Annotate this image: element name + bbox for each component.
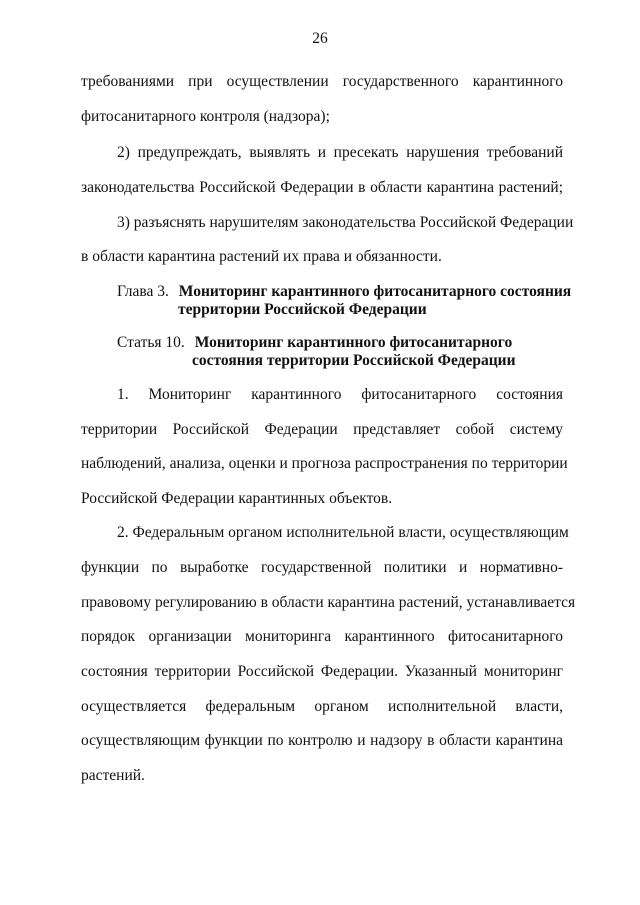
- article-label: Статья 10.: [117, 334, 185, 351]
- text-line: 2. Федеральным органом исполнительной власти, осуществляющим: [117, 524, 569, 541]
- text-line: растений.: [81, 767, 145, 784]
- article-title-line1: Мониторинг карантинного фитосанитарного: [194, 334, 513, 351]
- text-line: требованиями при осуществлении государственного карантинного: [81, 73, 563, 90]
- text-line: состояния территории Российской Федерации. Указанный мониторинг: [81, 663, 563, 680]
- text-line: осуществляющим функции по контролю и надзору в области карантина: [81, 732, 563, 749]
- chapter-label: Глава 3.: [117, 283, 169, 300]
- text-line: в области карантина растений их права и обязанности.: [81, 248, 442, 265]
- chapter-title-line1: Мониторинг карантинного фитосанитарного состояния: [178, 283, 572, 300]
- text-line: наблюдений, анализа, оценки и прогноза распространения по территории: [81, 455, 568, 472]
- page-number: 26: [312, 30, 328, 47]
- chapter-heading: [117, 283, 571, 301]
- article-title-line2: состояния территории Российской Федерации: [192, 352, 516, 369]
- text-line: 3) разъяснять нарушителям законодательства Российской Федерации: [117, 214, 574, 231]
- article-heading: [117, 334, 512, 352]
- text-line: осуществляется федеральным органом исполнительной власти,: [81, 698, 563, 715]
- text-line: 2) предупреждать, выявлять и пресекать нарушения требований: [117, 144, 563, 161]
- chapter-title-line2: территории Российской Федерации: [178, 301, 427, 318]
- text-line: фитосанитарного контроля (надзора);: [81, 108, 330, 125]
- text-line: порядок организации мониторинга карантинного фитосанитарного: [81, 628, 563, 645]
- text-line: территории Российской Федерации представляет собой системy: [81, 421, 563, 438]
- text-line: правовому регулированию в области карантина растений, устанавливается: [81, 594, 576, 611]
- text-line: Российской Федерации карантинных объектов.: [81, 490, 393, 507]
- text-line: 1. Мониторинг карантинного фитосанитарного состояния: [117, 386, 563, 403]
- text-line: функции по выработке государственной политики и нормативно-: [81, 559, 563, 576]
- text-line: законодательства Российской Федерации в области карантина растений;: [81, 179, 563, 196]
